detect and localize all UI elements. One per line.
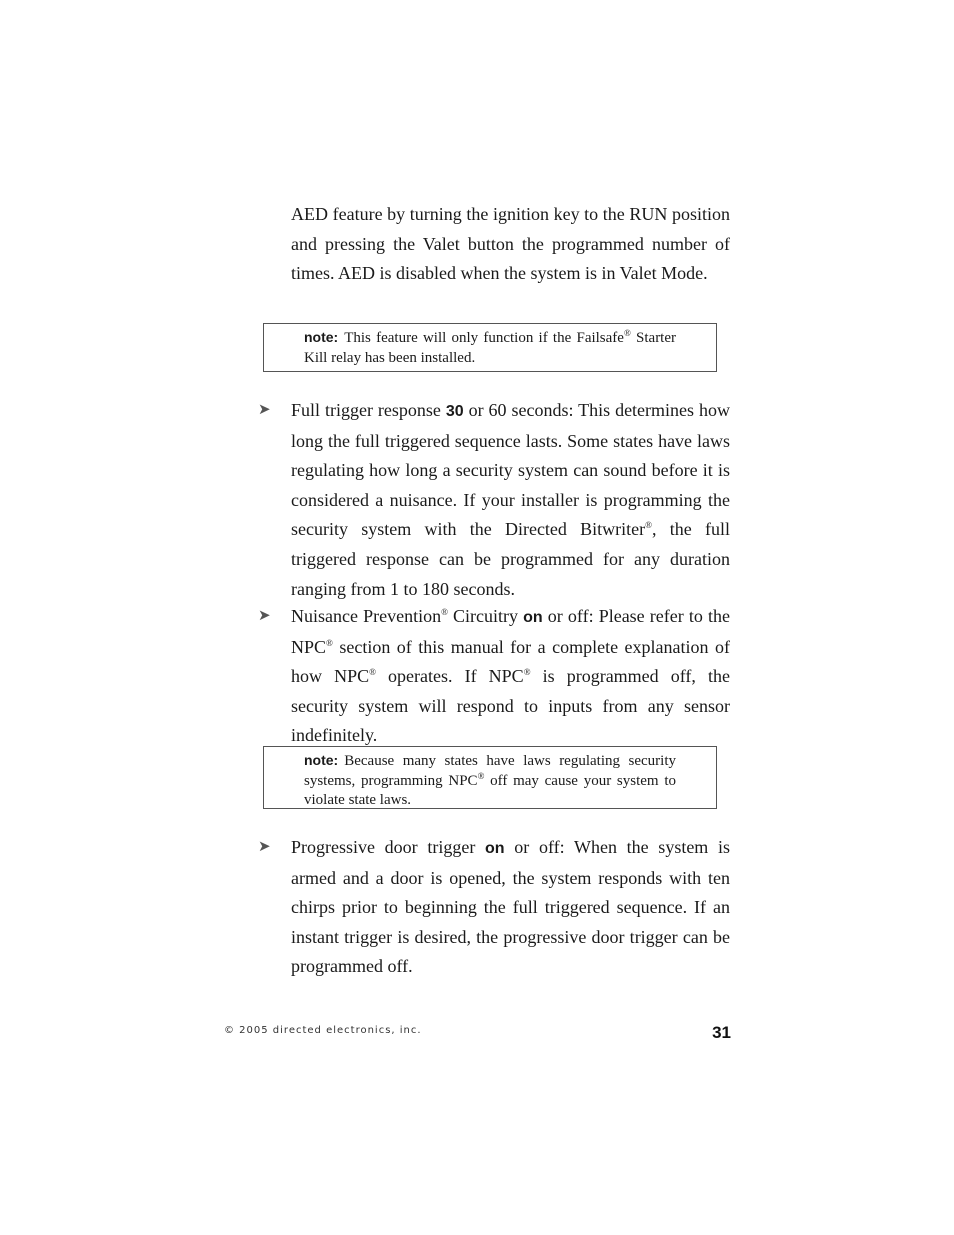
list-item-text bbox=[291, 833, 730, 982]
item-text: or 60 seconds: This determines how long the full triggered sequence lasts. Some states have laws regulating how long a security system can sound before it is considered a nuisance. If your installer is programming the security system with the Directed Bitwriter bbox=[291, 400, 730, 540]
note-label: note: bbox=[304, 329, 339, 345]
list-item-progressive-door bbox=[258, 833, 730, 982]
note-text: This feature will only function if the Failsafe bbox=[344, 330, 624, 346]
item-text: , the full triggered response can be programmed for any duration ranging from 1 to 180 seconds. bbox=[291, 519, 730, 599]
item-text: or off: Please refer to the NPC bbox=[291, 606, 730, 657]
default-value: on bbox=[523, 609, 543, 626]
note-text: Because many states have laws regulating security systems, programming NPC bbox=[304, 753, 676, 789]
item-lead: Nuisance Prevention bbox=[291, 606, 442, 626]
note-box-npc bbox=[263, 746, 717, 809]
note-box-failsafe bbox=[263, 323, 717, 372]
item-text: is programmed off, the security system will respond to inputs from any sensor indefinitely. bbox=[291, 666, 730, 746]
item-text: section of this manual for a complete explanation of how NPC bbox=[291, 636, 730, 687]
item-lead: Progressive door trigger bbox=[291, 837, 486, 857]
bullet-arrow-icon: ➤ bbox=[258, 608, 271, 624]
item-text: operates. If NPC bbox=[375, 666, 524, 687]
bullet-arrow-icon: ➤ bbox=[258, 839, 271, 855]
registered-mark: ® bbox=[645, 520, 653, 531]
note-text: off may cause your system to violate state laws. bbox=[304, 772, 676, 808]
list-item-nuisance-prevention bbox=[258, 602, 730, 751]
page-number: 31 bbox=[712, 1023, 731, 1042]
list-item-full-trigger bbox=[258, 396, 730, 604]
default-value: 30 bbox=[445, 403, 464, 420]
bullet-arrow-icon: ➤ bbox=[258, 402, 271, 418]
registered-mark: ® bbox=[623, 328, 631, 338]
item-lead: Full trigger response bbox=[291, 400, 446, 420]
registered-mark: ® bbox=[477, 770, 485, 781]
note-label: note: bbox=[304, 752, 339, 768]
registered-mark: ® bbox=[326, 637, 333, 648]
registered-mark: ® bbox=[369, 667, 376, 678]
list-item-text bbox=[291, 396, 730, 604]
copyright-footer: © 2005 directed electronics, inc. bbox=[224, 1025, 422, 1036]
item-text: Circuitry bbox=[447, 606, 524, 626]
list-item-text bbox=[291, 602, 730, 751]
note-text: Starter Kill relay has been installed. bbox=[304, 330, 677, 366]
registered-mark: ® bbox=[523, 667, 531, 678]
item-text: or off: When the system is armed and a door is opened, the system responds with ten chirps prior to beginning the full triggered sequence. If an instant trigger is desired, the progressive door trigger can be programmed off. bbox=[291, 837, 731, 977]
registered-mark: ® bbox=[441, 607, 448, 617]
intro-paragraph: AED feature by turning the ignition key to the RUN position and pressing the Valet button the programmed number of times. AED is disabled when the system is in Valet Mode. bbox=[291, 204, 730, 284]
default-value: on bbox=[485, 840, 505, 857]
